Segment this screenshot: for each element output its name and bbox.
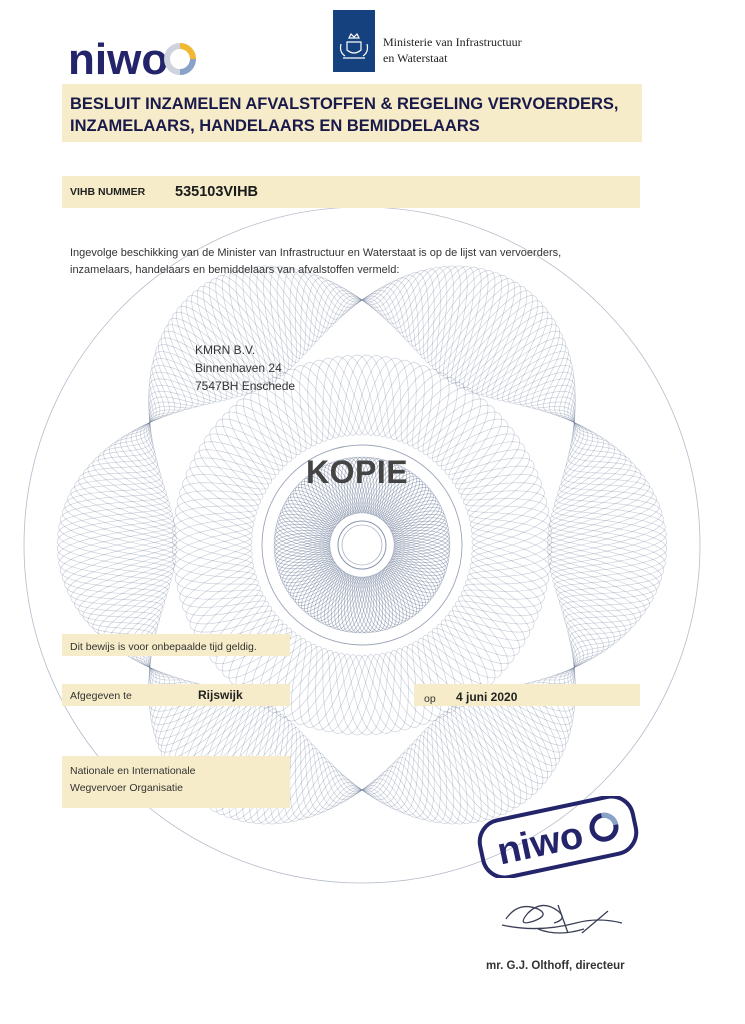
title-line1: BESLUIT INZAMELEN AFVALSTOFFEN & REGELING VERVOERDERS, — [70, 95, 619, 113]
intro-line1: Ingevolge beschikking van de Minister van Infrastructuur en Waterstaat is op de lijst van vervoerders, — [70, 247, 562, 259]
niwo-stamp — [472, 796, 644, 878]
validity-text: Dit bewijs is voor onbepaalde tijd geldig. — [70, 641, 257, 653]
vihb-band — [62, 176, 640, 208]
issued-date-band — [414, 684, 640, 706]
intro-line2: inzamelaars, handelaars en bemiddelaars van afvalstoffen vermeld: — [70, 264, 400, 276]
issued-place-label: Afgegeven te — [70, 690, 132, 702]
ministry-coat-of-arms-logo — [333, 10, 375, 72]
company-street: Binnenhaven 24 — [195, 361, 282, 375]
issued-date: 4 juni 2020 — [456, 690, 518, 704]
intro-text — [70, 245, 590, 279]
vihb-number: 535103VIHB — [175, 184, 259, 200]
ministry-line2: en Waterstaat — [383, 51, 448, 65]
organisation-line2: Wegvervoer Organisatie — [70, 782, 184, 794]
niwo-logo — [68, 34, 198, 82]
signer-name: mr. G.J. Olthoff, directeur — [486, 960, 625, 972]
organisation-line1: Nationale en Internationale — [70, 765, 196, 777]
niwo-stamp-text: niwo — [493, 814, 588, 874]
niwo-logo-text: niwo — [68, 35, 169, 82]
organisation-name — [70, 763, 196, 797]
signature — [498, 893, 628, 945]
ministry-line1: Ministerie van Infrastructuur — [383, 35, 522, 49]
issued-place: Rijswijk — [198, 688, 243, 702]
vihb-label: VIHB NUMMER — [70, 186, 146, 198]
copy-watermark: KOPIE — [306, 454, 409, 490]
company-city: 7547BH Enschede — [195, 379, 296, 393]
ministry-name — [383, 34, 522, 66]
issued-date-label: op — [424, 693, 436, 705]
title-line2: INZAMELAARS, HANDELAARS EN BEMIDDELAARS — [70, 117, 480, 135]
company-name: KMRN B.V. — [195, 343, 256, 357]
document-title — [70, 93, 630, 137]
company-address — [195, 341, 295, 395]
